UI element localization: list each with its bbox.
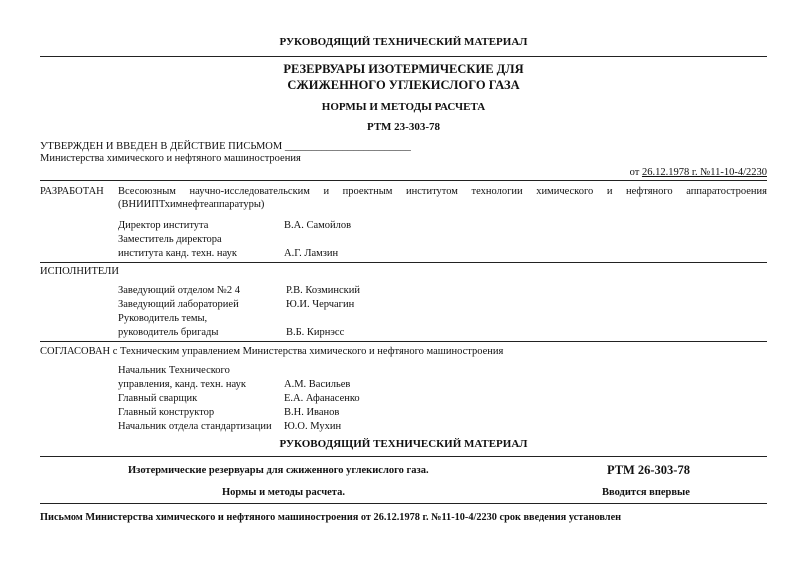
footer-right-code: РТМ 26-303-78	[607, 463, 690, 477]
doc-subtitle: НОРМЫ И МЕТОДЫ РАСЧЕТА	[321, 101, 486, 113]
developed-name-0: В.А. Самойлов	[284, 220, 352, 231]
executor-name-0: Р.В. Козминский	[286, 285, 361, 296]
footer-left-line2: Нормы и методы расчета.	[222, 487, 345, 498]
executor-name-3: В.Б. Кирнэсс	[286, 327, 345, 338]
approval-date-value: 26.12.1978 г. №11-10-4/2230	[641, 167, 767, 178]
executors-label: ИСПОЛНИТЕЛИ	[40, 266, 119, 277]
divider	[40, 341, 767, 342]
footer-right-note: Вводится впервые	[602, 487, 690, 498]
footer-left-line1: Изотермические резервуары для сжиженного углекислого газа.	[128, 465, 429, 476]
doc-code: РТМ 23-303-78	[366, 121, 440, 133]
doc-title-line1: РЕЗЕРВУАРЫ ИЗОТЕРМИЧЕСКИЕ ДЛЯ	[283, 62, 524, 76]
approval-line2: Министерства химического и нефтяного машиностроения	[40, 153, 301, 164]
agreed-role-0: Начальник Технического	[118, 365, 230, 376]
developed-label: РАЗРАБОТАН	[40, 186, 104, 197]
executor-role-1: Заведующий лабораторией	[118, 299, 239, 310]
agreed-role-2: Главный сварщик	[118, 393, 198, 404]
divider	[40, 503, 767, 504]
footer-bottom-line: Письмом Министерства химического и нефтяного машиностроения от 26.12.1978 г. №11-10-4/2230 срок введения установлен	[40, 512, 622, 523]
agreed-role-3: Главный конструктор	[118, 407, 215, 418]
developed-text-line1: Всесоюзным научно-исследовательским и проектным институтом технологии химического и нефтяного аппаратостроения	[118, 186, 767, 197]
developed-role-2: института канд. техн. наук	[118, 248, 237, 259]
divider	[40, 56, 767, 57]
divider	[40, 262, 767, 263]
doc-title-line2: СЖИЖЕННОГО УГЛЕКИСЛОГО ГАЗА	[287, 78, 520, 92]
top-title: РУКОВОДЯЩИЙ ТЕХНИЧЕСКИЙ МАТЕРИАЛ	[279, 36, 528, 48]
agreed-name-4: Ю.О. Мухин	[284, 421, 342, 432]
executor-role-2: Руководитель темы,	[118, 313, 208, 324]
developed-text-line2: (ВНИИПТхимнефтеаппаратуры)	[118, 199, 265, 210]
agreed-name-2: Е.А. Афанасенко	[284, 393, 360, 404]
agreed-name-1: А.М. Васильев	[284, 379, 351, 390]
executor-role-3: руководитель бригады	[118, 327, 219, 338]
approval-line1: УТВЕРЖДЕН И ВВЕДЕН В ДЕЙСТВИЕ ПИСЬМОМ ________________________	[40, 141, 411, 152]
divider	[40, 456, 767, 457]
developed-role-0: Директор института	[118, 220, 209, 231]
agreed-role-1: управления, канд. техн. наук	[118, 379, 246, 390]
agreed-text: СОГЛАСОВАН с Техническим управлением Министерства химического и нефтяного машиностроения	[40, 346, 504, 357]
agreed-role-4: Начальник отдела стандартизации	[118, 421, 272, 432]
approval-date-prefix: от	[629, 167, 642, 178]
footer-title: РУКОВОДЯЩИЙ ТЕХНИЧЕСКИЙ МАТЕРИАЛ	[279, 438, 528, 450]
divider	[40, 180, 767, 181]
executor-name-1: Ю.И. Черчагин	[286, 299, 355, 310]
executor-role-0: Заведующий отделом №2 4	[118, 285, 240, 296]
agreed-name-3: В.Н. Иванов	[284, 407, 340, 418]
approval-date	[630, 167, 767, 178]
developed-name-2: А.Г. Ламзин	[284, 248, 339, 259]
developed-role-1: Заместитель директора	[118, 234, 222, 245]
